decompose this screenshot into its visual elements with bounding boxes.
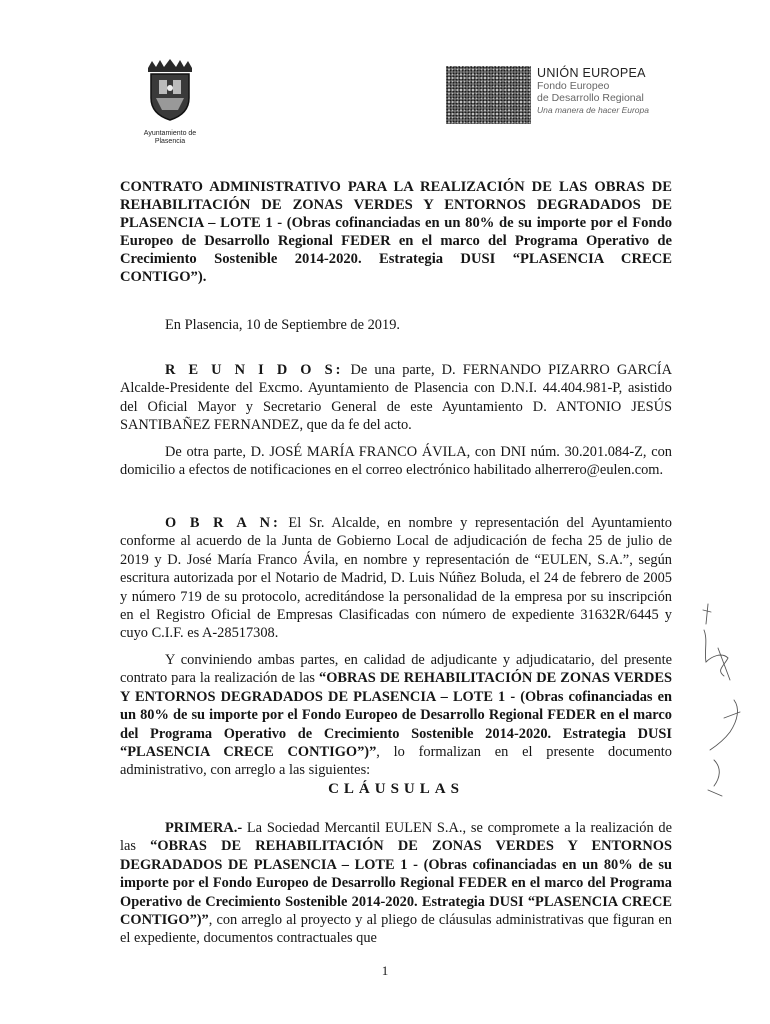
conviniendo-pre: Y conviniendo ambas partes, en calidad de adjudicante y adjudicatario, del presente contrato para la realización de las xyxy=(120,652,672,687)
city-crest-logo xyxy=(120,58,220,146)
eu-logo-block xyxy=(446,66,676,126)
otra-parte-paragraph: De otra parte, D. JOSÉ MARÍA FRANCO ÁVILA, con DNI núm. 30.201.084-Z, con domicilio a efectos de notificaciones en el correo electrónico habilitado alherrero@eulen.com. xyxy=(120,444,672,479)
obran-text: El Sr. Alcalde, en nombre y representación del Ayuntamiento conforme al acuerdo de la Junta de Gobierno Local de adjudicación de fecha 25 de julio de 2019 y D. José María Franco Ávila, en nombre y representación de “EULEN, S.A.”, según escritura autorizada por el Notario de Madrid, D. Luis Núñez Boluda, el 24 de febrero de 2005 y número 719 de su protocolo, acreditándose la personalidad de la empresa por su inscripción en el Registro Oficial de Empresas Clasificadas con número de expediente 31632R/6445 y cuyo C.I.F. es A-28517308. xyxy=(120,515,672,642)
primera-post: , con arreglo al proyecto y al pliego de cláusulas administrativas que figuran en el expediente, documentos contractuales que xyxy=(120,912,672,947)
eu-fund-line-2: de Desarrollo Regional xyxy=(537,92,644,104)
primera-label: PRIMERA.- xyxy=(165,820,243,836)
clausulas-heading: CLÁUSULAS xyxy=(328,781,464,797)
reunidos-paragraph xyxy=(120,361,672,435)
primera-pre: La Sociedad Mercantil EULEN S.A., se compromete a la realización de las xyxy=(120,820,672,855)
eu-motto: Una manera de hacer Europa xyxy=(537,105,649,115)
eu-fund-line-1: Fondo Europeo xyxy=(537,80,610,92)
conviniendo-object: “OBRAS DE REHABILITACIÓN DE ZONAS VERDES Y ENTORNOS DEGRADADOS DE PLASENCIA – LOTE 1 - (Obras cofinanciadas en un 80% de su importe por el Fondo Europeo de Desarrollo Regional FEDER en el marco del Programa Operativo de Crecimiento Sostenible 2014-2020. Estrategia DUSI “PLASENCIA CRECE CONTIGO”)” xyxy=(120,670,672,761)
primera-clause xyxy=(120,819,672,948)
conviniendo-paragraph xyxy=(120,651,672,780)
eu-flag-icon xyxy=(446,66,531,124)
date-line: En Plasencia, 10 de Septiembre de 2019. xyxy=(165,317,400,333)
page-number: 1 xyxy=(381,963,389,978)
reunidos-label: R E U N I D O S: xyxy=(165,362,344,378)
obran-paragraph xyxy=(120,514,672,643)
handwritten-signature xyxy=(694,600,764,810)
crest-icon xyxy=(142,58,198,124)
obran-label: O B R A N: xyxy=(165,515,281,531)
logo-caption: Ayuntamiento de Plasencia xyxy=(143,130,197,145)
conviniendo-post: , lo formalizan en el presente documento administrativo, con arreglo a las siguientes: xyxy=(120,744,672,779)
reunidos-text: De una parte, D. FERNANDO PIZARRO GARCÍA Alcalde-Presidente del Excmo. Ayuntamiento de Plasencia con D.N.I. 44.404.981-P, asistido del Oficial Mayor y Secretario General de este Ayuntamiento D. ANTONIO JESÚS SANTIBAÑEZ FERNANDEZ, que da fe del acto. xyxy=(120,362,672,434)
contract-title: CONTRATO ADMINISTRATIVO PARA LA REALIZACIÓN DE LAS OBRAS DE REHABILITACIÓN DE ZONAS VERDES Y ENTORNOS DEGRADADOS DE PLASENCIA – LOTE 1 - (Obras cofinanciadas en un 80% de su importe por el Fondo Europeo de Desarrollo Regional FEDER en el marco del Programa Operativo de Crecimiento Sostenible 2014-2020. Estrategia DUSI “PLASENCIA CRECE CONTIGO”). xyxy=(120,179,672,285)
eu-title: UNIÓN EUROPEA xyxy=(537,66,646,80)
primera-object: “OBRAS DE REHABILITACIÓN DE ZONAS VERDES Y ENTORNOS DEGRADADOS DE PLASENCIA – LOTE 1 - (Obras cofinanciadas en un 80% de su importe por el Fondo Europeo de Desarrollo Regional FEDER en el marco del Programa Operativo de Crecimiento Sostenible 2014-2020. Estrategia DUSI “PLASENCIA CRECE CONTIGO”)” xyxy=(120,838,672,929)
